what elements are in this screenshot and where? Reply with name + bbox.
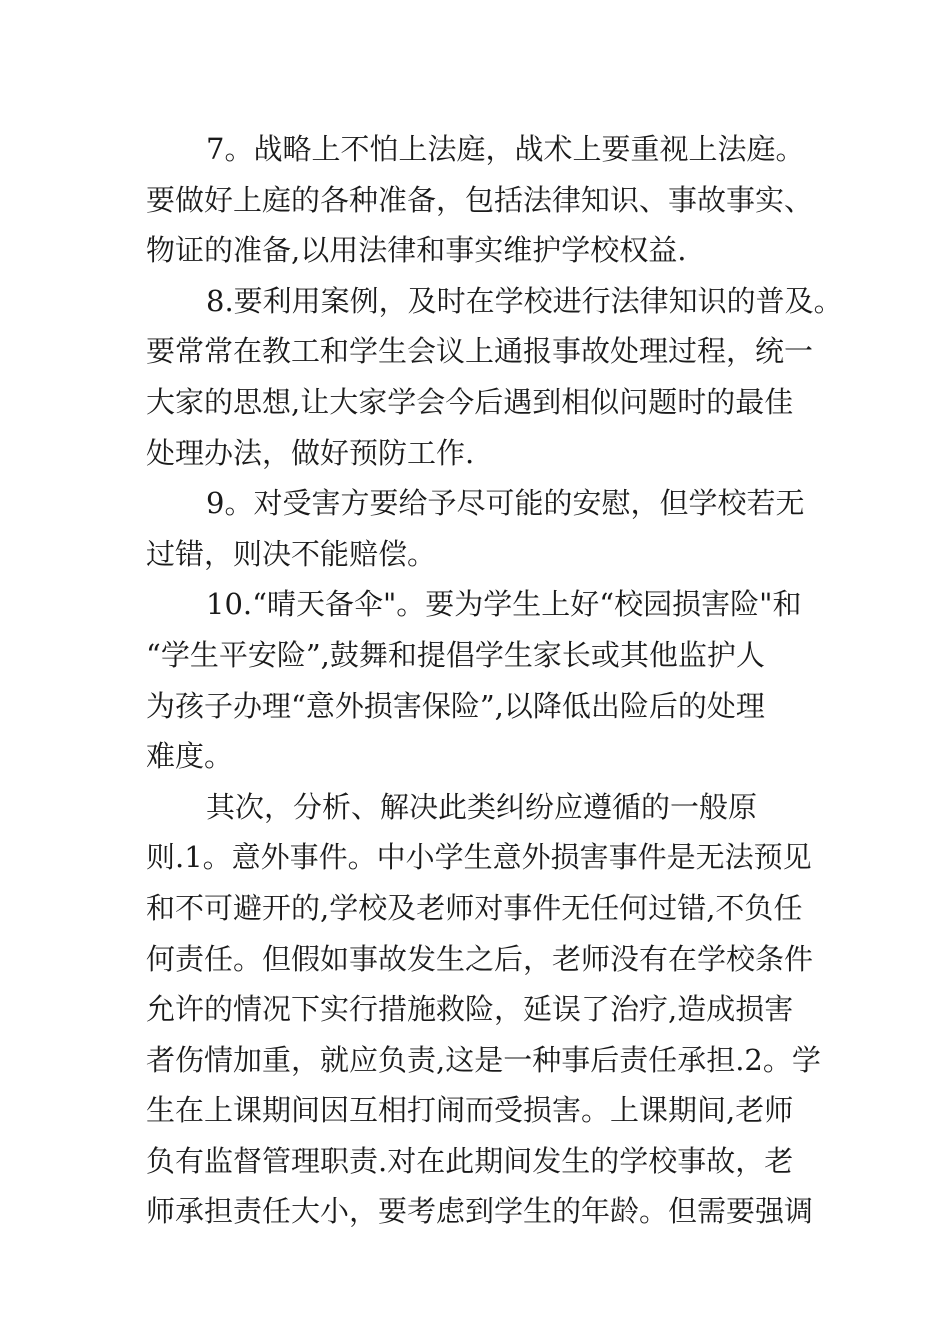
paragraph-9-line-2: 过错，则决不能赔偿。 xyxy=(146,536,437,571)
principles-line-6: 者伤情加重，就应负责,这是一种事后责任承担.2。学 xyxy=(146,1042,821,1077)
paragraph-8-line-1: 8.要利用案例，及时在学校进行法律知识的普及。 xyxy=(206,283,843,318)
paragraph-10-line-1: 10.“晴天备伞"。要为学生上好“校园损害险"和 xyxy=(206,587,802,622)
principles-line-7: 生在上课期间因互相打闹而受损害。上课期间,老师 xyxy=(146,1093,794,1128)
paragraph-8-line-4: 处理办法，做好预防工作. xyxy=(146,435,475,470)
paragraph-10-line-3: 为孩子办理“意外损害保险”,以降低出险后的处理 xyxy=(146,688,765,723)
principles-line-9: 师承担责任大小，要考虑到学生的年龄。但需要强调 xyxy=(146,1194,814,1229)
paragraph-7-line-3: 物证的准备,以用法律和事实维护学校权益. xyxy=(146,233,687,268)
principles-line-1: 其次，分析、解决此类纠纷应遵循的一般原 xyxy=(206,789,758,824)
paragraph-8-line-2: 要常常在教工和学生会议上通报事故处理过程，统一 xyxy=(146,334,814,369)
principles-line-4: 何责任。但假如事故发生之后，老师没有在学校条件 xyxy=(146,941,814,976)
paragraph-10-line-2: “学生平安险”,鼓舞和提倡学生家长或其他监护人 xyxy=(146,637,765,672)
paragraph-8-line-3: 大家的思想,让大家学会今后遇到相似问题时的最佳 xyxy=(146,384,794,419)
paragraph-10-line-4: 难度。 xyxy=(146,739,234,774)
paragraph-9-line-1: 9。对受害方要给予尽可能的安慰，但学校若无 xyxy=(206,486,805,521)
principles-line-3: 和不可避开的,学校及老师对事件无任何过错,不负任 xyxy=(146,890,803,925)
paragraph-7-line-1: 7。战略上不怕上法庭，战术上要重视上法庭。 xyxy=(206,132,805,166)
principles-line-2: 则.1。意外事件。中小学生意外损害事件是无法预见 xyxy=(146,840,812,875)
paragraph-7-line-2: 要做好上庭的各种准备，包括法律知识、事故事实、 xyxy=(146,182,814,217)
principles-line-8: 负有监督管理职责.对在此期间发生的学校事故，老 xyxy=(146,1143,794,1178)
document-body xyxy=(146,124,843,1237)
principles-line-5: 允许的情况下实行措施救险，延误了治疗,造成损害 xyxy=(146,992,794,1027)
